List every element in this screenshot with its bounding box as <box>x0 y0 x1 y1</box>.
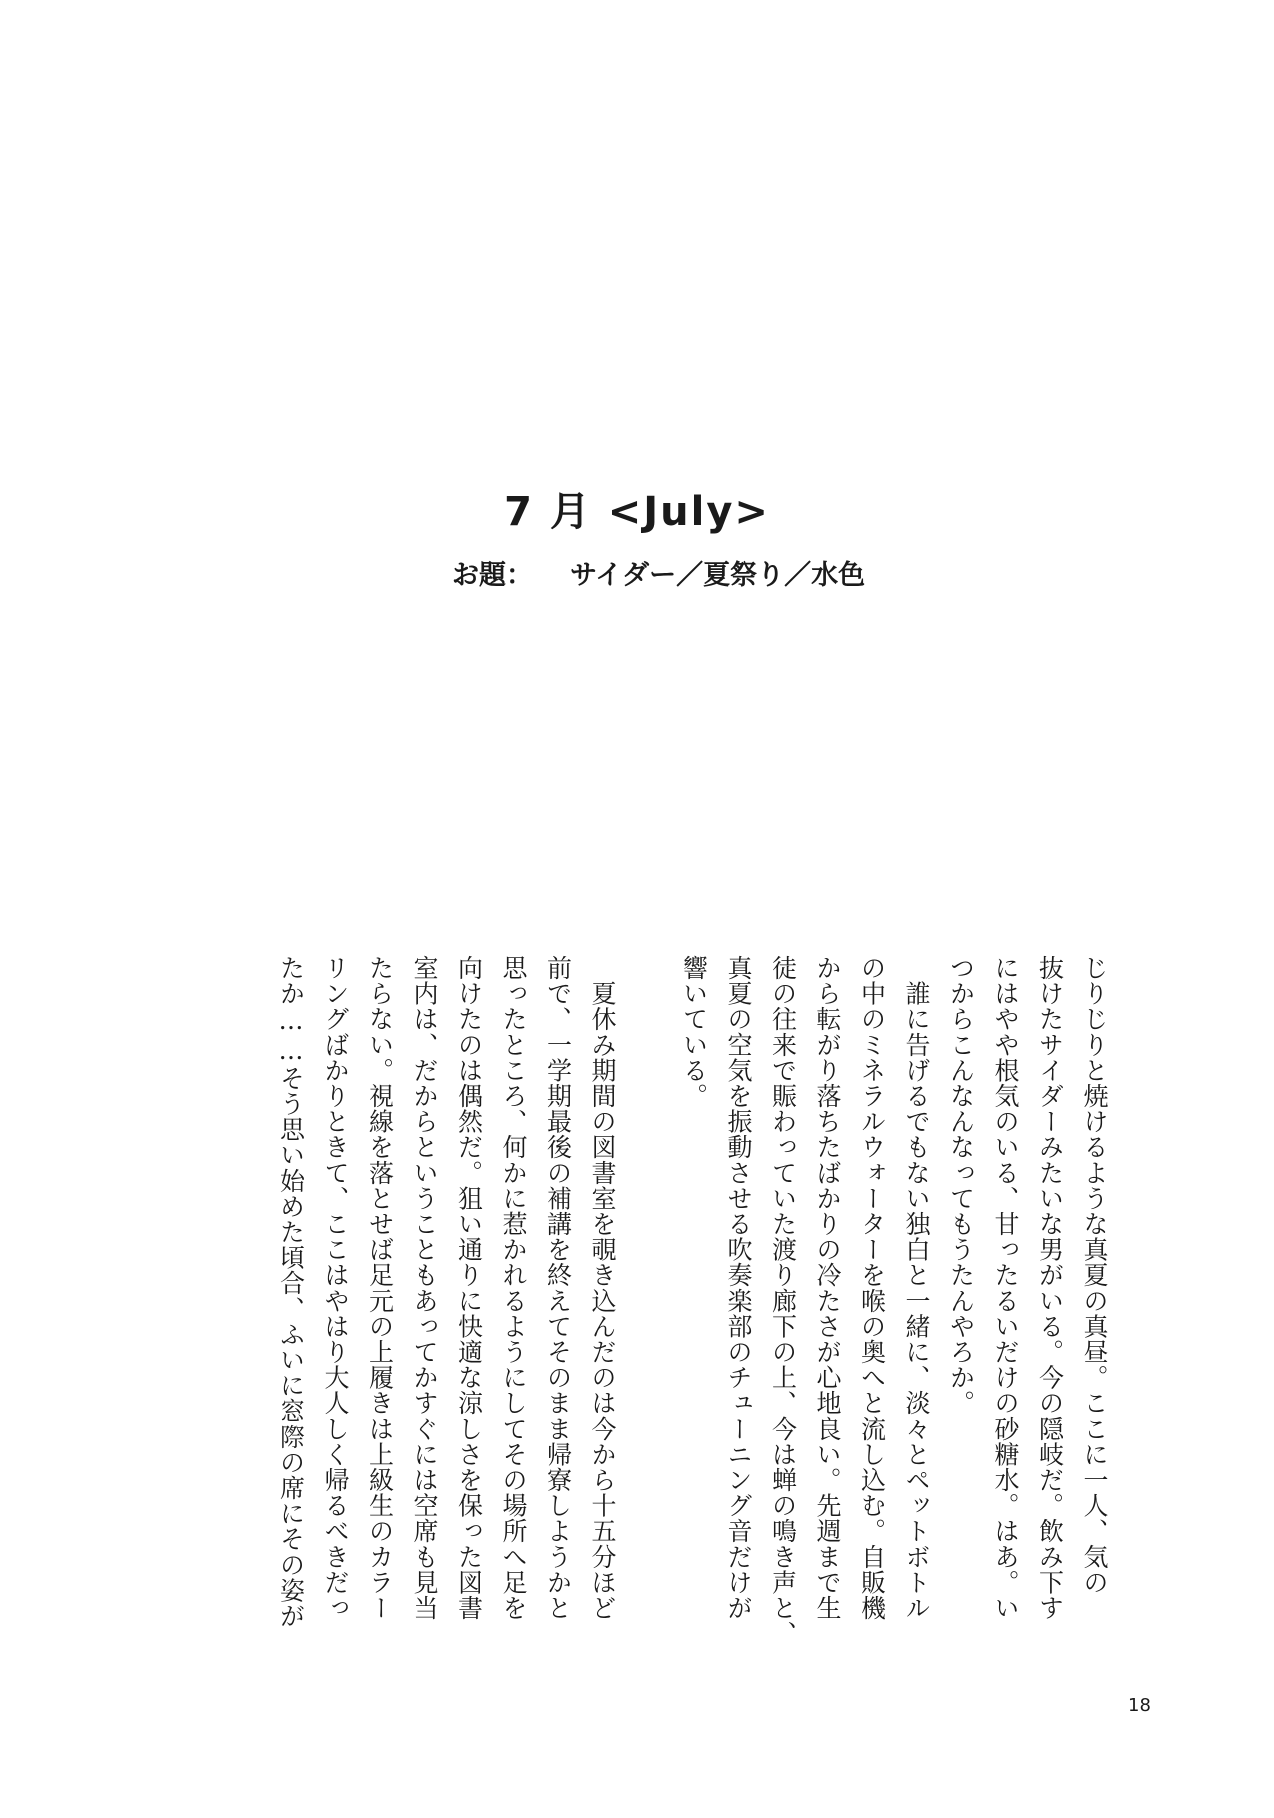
text-line: から転がり落ちたばかりの冷たさが心地良い。先週まで生 <box>813 955 842 1621</box>
text-line: リングばかりときて、ここはやはり大人しく帰るべきだっ <box>321 955 350 1621</box>
text-line: つからこんなんなってもうたんやろか。 <box>946 955 976 1416</box>
page-number: 18 <box>1128 1695 1151 1716</box>
text-line: たか……そう思い始めた頃合、ふいに窓際の席にその姿が <box>276 955 306 1629</box>
text-line: 響いている。 <box>679 955 709 1109</box>
body-text-block-1 <box>671 955 1116 1655</box>
prompt-topics: サイダー／夏祭り／水色 <box>570 560 866 591</box>
chapter-title: 7 月 <July> <box>504 489 770 535</box>
text-line: 抜けたサイダーみたいな男がいる。今の隠岐だ。飲み下す <box>1035 955 1065 1621</box>
text-line: 誰に告げるでもない独白と一緒に、淡々とペットボトル <box>902 955 931 1621</box>
text-line: 思ったところ、何かに惹かれるようにしてその場所へ足を <box>499 955 528 1621</box>
prompt-line <box>452 553 865 592</box>
prompt-label: お題： <box>452 560 533 591</box>
text-line: 夏休み期間の図書室を覗き込んだのは今から十五分ほど <box>588 955 617 1621</box>
text-line: 前で、一学期最後の補講を終えてそのまま帰寮しようかと <box>543 955 573 1621</box>
text-line: 室内は、だからということもあってかすぐには空席も見当 <box>410 955 439 1621</box>
body-text-block-2 <box>268 955 624 1655</box>
text-line: 徒の往来で賑わっていた渡り廊下の上、今は蝉の鳴き声と、 <box>768 955 798 1647</box>
text-line: 向けたのは偶然だ。狙い通りに快適な涼しさを保った図書 <box>454 955 484 1621</box>
text-line: の中のミネラルウォーターを喉の奥へと流し込む。自販機 <box>857 955 887 1621</box>
text-line: たらない。視線を落とせば足元の上履きは上級生のカラー <box>365 955 395 1621</box>
text-line: にはやや根気のいる、甘ったるいだけの砂糖水。はあ。い <box>991 955 1020 1621</box>
text-line: じりじりと焼けるような真夏の真昼。ここに一人、気の <box>1080 955 1109 1595</box>
text-line: 真夏の空気を振動させる吹奏楽部のチューニング音だけが <box>724 955 753 1621</box>
